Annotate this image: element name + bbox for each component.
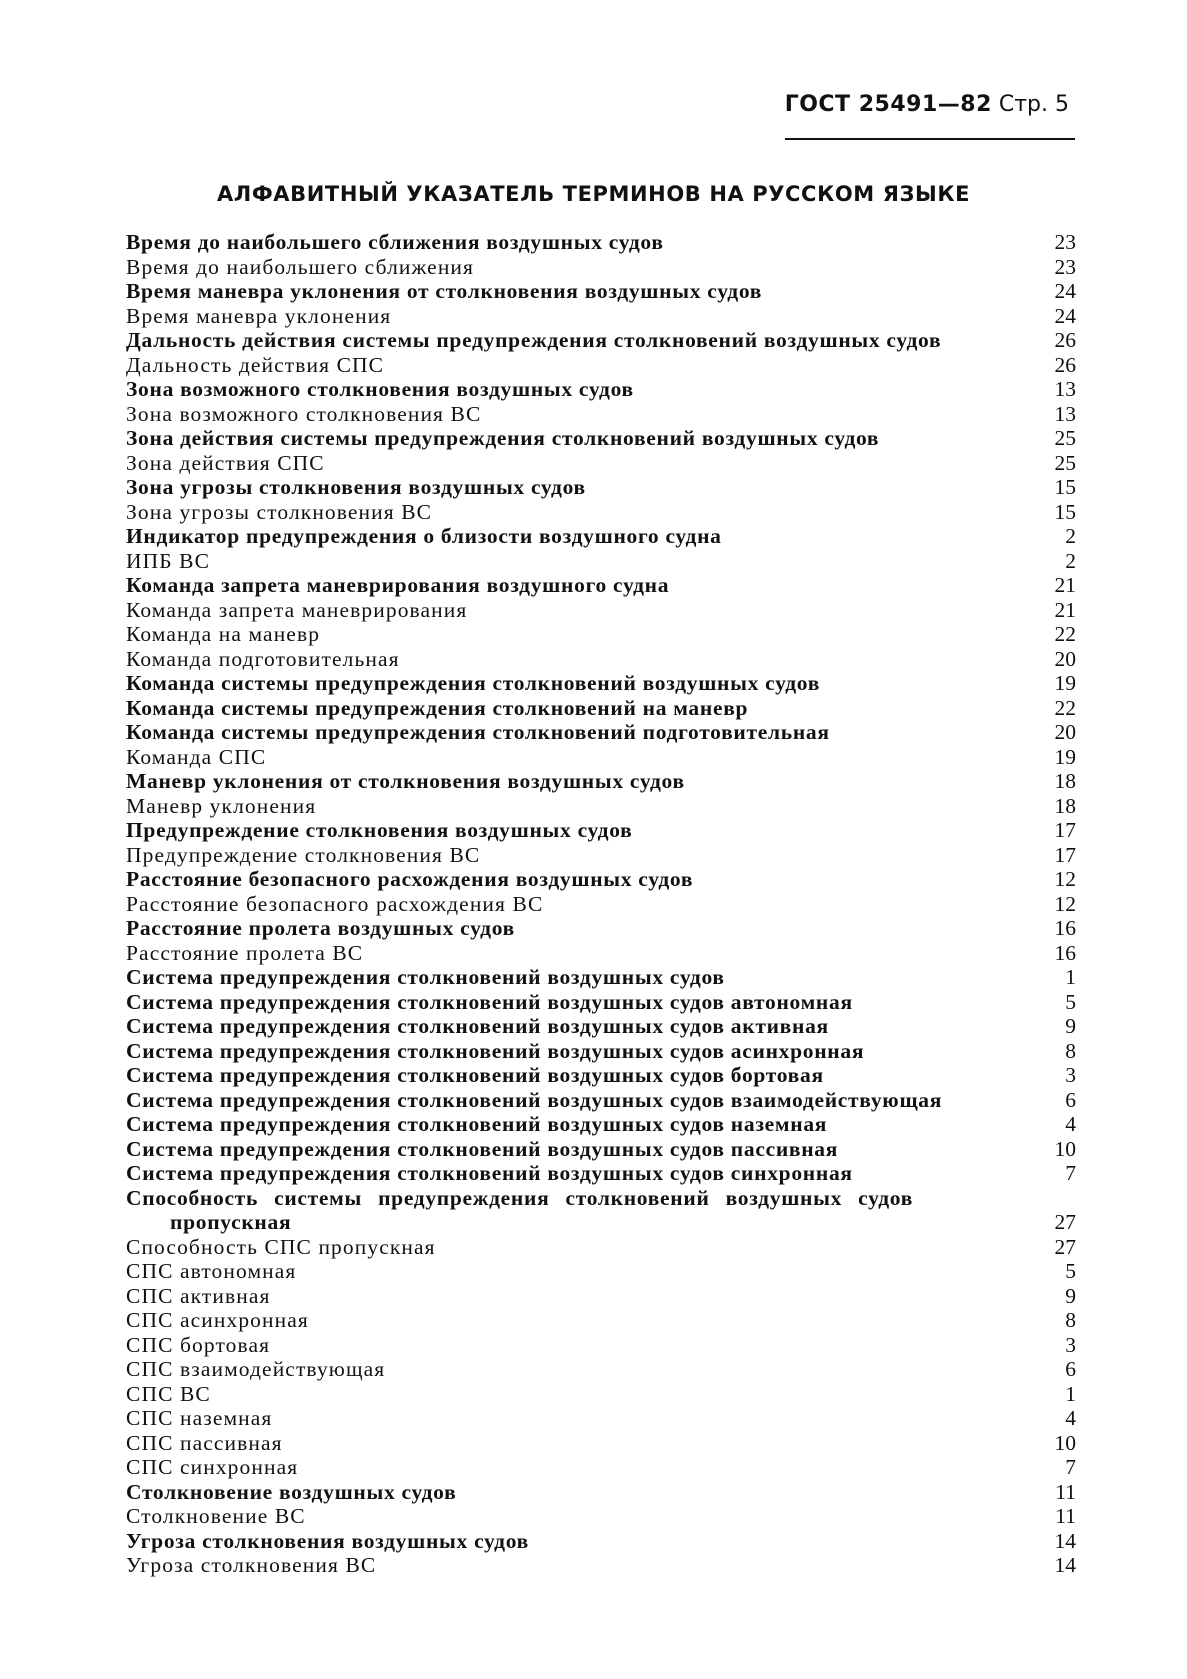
index-entry [126, 647, 1076, 672]
index-entry [126, 1382, 1076, 1407]
entry-term: Команда на маневр [126, 622, 321, 646]
entry-ref: 9 [1065, 1014, 1076, 1038]
entry-ref: 15 [1054, 475, 1076, 499]
entry-term: СПС взаимодействующая [126, 1357, 386, 1381]
index-entry [126, 1357, 1076, 1382]
entry-ref: 4 [1065, 1112, 1076, 1136]
index-entry [126, 230, 1076, 255]
entry-ref: 3 [1065, 1332, 1076, 1357]
index-entry [126, 818, 1076, 843]
index-entry [126, 1014, 1076, 1039]
index-entry [126, 549, 1076, 574]
entry-term: Время маневра уклонения от столкновения воздушных судов [126, 279, 763, 303]
entry-ref: 10 [1054, 1430, 1076, 1455]
entry-ref: 1 [1065, 965, 1076, 989]
index-entry-multiline [126, 1186, 1076, 1235]
entry-term: Система предупреждения столкновений воздушных судов активная [126, 1014, 829, 1038]
entry-ref: 8 [1065, 1308, 1076, 1332]
entry-term: Система предупреждения столкновений воздушных судов наземная [126, 1112, 828, 1136]
entry-ref: 13 [1054, 377, 1076, 401]
entry-ref: 18 [1054, 769, 1076, 793]
entry-term: Время до наибольшего сближения воздушных судов [126, 230, 664, 254]
index-title: АЛФАВИТНЫЙ УКАЗАТЕЛЬ ТЕРМИНОВ НА РУССКОМ ЯЗЫКЕ [216, 182, 971, 206]
index-entry [126, 328, 1076, 353]
entry-term: ИПБ ВС [126, 548, 211, 573]
index-entry [126, 1406, 1076, 1431]
entry-ref: 2 [1065, 524, 1076, 548]
entry-ref: 1 [1065, 1381, 1076, 1406]
entry-term: Маневр уклонения от столкновения воздушных судов [126, 769, 685, 793]
entry-term: Расстояние пролета воздушных судов [126, 916, 515, 940]
entry-ref: 11 [1055, 1479, 1076, 1504]
index-entry [126, 745, 1076, 770]
entry-term: Команда системы предупреждения столкновений воздушных судов [126, 671, 821, 695]
entry-ref: 20 [1054, 646, 1076, 671]
entry-term: Команда запрета маневрирования [126, 597, 468, 622]
entry-term: Предупреждение столкновения воздушных судов [126, 818, 633, 842]
index-entry [126, 769, 1076, 794]
entry-ref: 23 [1054, 230, 1076, 254]
standard-number: ГОСТ 25491—82 [784, 92, 992, 117]
index-entry [126, 1161, 1076, 1186]
index-entry [126, 1235, 1076, 1260]
entry-term: СПС наземная [126, 1406, 273, 1430]
entry-ref: 22 [1054, 622, 1076, 646]
entry-term: Система предупреждения столкновений воздушных судов пассивная [126, 1136, 839, 1161]
index-entry [126, 622, 1076, 647]
entry-ref: 26 [1054, 328, 1076, 352]
header-rule [785, 138, 1075, 140]
entry-ref: 16 [1054, 940, 1076, 965]
page-header [785, 92, 1069, 117]
index-entry [126, 1112, 1076, 1137]
entry-term: Команда системы предупреждения столкновений подготовительная [126, 720, 830, 744]
entry-term: Система предупреждения столкновений воздушных судов асинхронная [126, 1038, 865, 1063]
entry-term: Зона угрозы столкновения воздушных судов [126, 475, 586, 499]
entry-ref: 9 [1065, 1283, 1076, 1308]
entry-ref: 6 [1065, 1357, 1076, 1381]
entry-term: Расстояние пролета ВС [126, 940, 364, 965]
index-entry [126, 598, 1076, 623]
entry-ref: 19 [1054, 744, 1076, 769]
entry-ref: 7 [1065, 1455, 1076, 1479]
entry-term: Зона возможного столкновения воздушных судов [126, 377, 634, 401]
entry-term: Система предупреждения столкновений воздушных судов бортовая [126, 1063, 824, 1087]
entry-term: Дальность действия СПС [126, 352, 385, 377]
entry-ref: 3 [1065, 1063, 1076, 1087]
entry-term: Команда запрета маневрирования воздушного судна [126, 573, 670, 597]
index-entry [126, 451, 1076, 476]
index-entry [126, 1553, 1076, 1578]
entry-term: Предупреждение столкновения ВС [126, 842, 481, 867]
entry-term: СПС ВС [126, 1381, 211, 1406]
entry-ref: 15 [1054, 499, 1076, 524]
entry-term: Расстояние безопасного расхождения воздушных судов [126, 867, 694, 891]
entry-ref: 5 [1065, 989, 1076, 1014]
index-entry [126, 892, 1076, 917]
entry-term: Время маневра уклонения [126, 303, 392, 328]
entry-term: Способность СПС пропускная [126, 1234, 436, 1259]
index-entry [126, 1063, 1076, 1088]
entry-ref: 23 [1054, 254, 1076, 279]
index-entry [126, 965, 1076, 990]
entry-ref: 10 [1054, 1136, 1076, 1161]
index-entry [126, 696, 1076, 721]
index-entry [126, 279, 1076, 304]
entry-ref: 27 [1054, 1234, 1076, 1259]
entry-ref: 25 [1054, 426, 1076, 450]
index-entry [126, 524, 1076, 549]
index-entry [126, 1504, 1076, 1529]
entry-term: Индикатор предупреждения о близости воздушного судна [126, 524, 722, 548]
entry-ref: 4 [1065, 1406, 1076, 1430]
entry-ref: 14 [1054, 1553, 1076, 1577]
entry-ref: 5 [1065, 1259, 1076, 1283]
entry-term: СПС активная [126, 1283, 271, 1308]
entry-term: Столкновение ВС [126, 1504, 306, 1528]
index-entry [126, 1039, 1076, 1064]
entry-ref: 26 [1054, 352, 1076, 377]
index-entry [126, 916, 1076, 941]
entry-term: Система предупреждения столкновений воздушных судов [126, 965, 725, 989]
entry-ref: 14 [1054, 1528, 1076, 1553]
index-entry [126, 720, 1076, 745]
entry-term: Команда системы предупреждения столкновений на маневр [126, 695, 749, 720]
entry-ref: 7 [1065, 1161, 1076, 1185]
index-entry [126, 475, 1076, 500]
entry-term: Система предупреждения столкновений воздушных судов взаимодействующая [126, 1087, 943, 1112]
entry-term: Расстояние безопасного расхождения ВС [126, 891, 544, 916]
index-entry [126, 843, 1076, 868]
entry-term-line1: Способность системы предупреждения столкновений воздушных судов [126, 1185, 914, 1210]
entry-term: Столкновение воздушных судов [126, 1479, 457, 1504]
entry-term: СПС бортовая [126, 1332, 271, 1357]
page-label: Стр. 5 [998, 92, 1069, 117]
entry-term: Угроза столкновения ВС [126, 1553, 377, 1577]
entry-term: Зона угрозы столкновения ВС [126, 499, 433, 524]
entry-ref: 8 [1065, 1038, 1076, 1063]
term-index [126, 230, 1076, 1578]
entry-term: СПС синхронная [126, 1455, 299, 1479]
entry-ref: 24 [1054, 279, 1076, 303]
entry-ref: 12 [1054, 891, 1076, 916]
entry-ref: 2 [1065, 548, 1076, 573]
entry-term: Время до наибольшего сближения [126, 254, 475, 279]
entry-term: Система предупреждения столкновений воздушных судов автономная [126, 989, 853, 1014]
entry-term: Маневр уклонения [126, 793, 317, 818]
entry-ref: 17 [1054, 818, 1076, 842]
entry-ref: 6 [1065, 1087, 1076, 1112]
entry-ref: 21 [1054, 573, 1076, 597]
entry-term: Зона действия СПС [126, 450, 325, 475]
index-entry [126, 500, 1076, 525]
index-entry [126, 402, 1076, 427]
entry-term: Команда СПС [126, 744, 267, 769]
entry-ref: 25 [1054, 450, 1076, 475]
entry-ref: 21 [1054, 597, 1076, 622]
index-entries-bottom [126, 1235, 1076, 1578]
entry-ref: 27 [1054, 1210, 1076, 1234]
entry-ref: 18 [1054, 793, 1076, 818]
index-entry [126, 1088, 1076, 1113]
index-entry [126, 255, 1076, 280]
entry-ref: 24 [1054, 303, 1076, 328]
entry-term: Угроза столкновения воздушных судов [126, 1528, 529, 1553]
index-entries-top [126, 230, 1076, 1186]
entry-ref: 22 [1054, 695, 1076, 720]
entry-term-line2: пропускная [170, 1210, 292, 1234]
index-entry [126, 1308, 1076, 1333]
index-entry [126, 671, 1076, 696]
entry-term: СПС автономная [126, 1259, 297, 1283]
index-entry [126, 377, 1076, 402]
index-entry [126, 1480, 1076, 1505]
index-entry [126, 990, 1076, 1015]
index-entry [126, 1333, 1076, 1358]
entry-ref: 16 [1054, 916, 1076, 940]
index-entry [126, 426, 1076, 451]
entry-term: Система предупреждения столкновений воздушных судов синхронная [126, 1161, 853, 1185]
index-entry [126, 867, 1076, 892]
entry-ref: 17 [1054, 842, 1076, 867]
entry-ref: 13 [1054, 401, 1076, 426]
index-entry [126, 941, 1076, 966]
index-entry [126, 1455, 1076, 1480]
entry-term: Зона действия системы предупреждения столкновений воздушных судов [126, 426, 880, 450]
index-entry [126, 1529, 1076, 1554]
index-entry [126, 1431, 1076, 1456]
index-entry [126, 304, 1076, 329]
index-entry [126, 1137, 1076, 1162]
index-entry [126, 794, 1076, 819]
entry-ref: 12 [1054, 867, 1076, 891]
entry-term: СПС асинхронная [126, 1308, 309, 1332]
entry-ref: 19 [1054, 671, 1076, 695]
entry-term: Зона возможного столкновения ВС [126, 401, 482, 426]
entry-ref: 20 [1054, 720, 1076, 744]
index-entry [126, 353, 1076, 378]
entry-term: СПС пассивная [126, 1430, 283, 1455]
entry-term: Дальность действия системы предупреждения столкновений воздушных судов [126, 328, 942, 352]
entry-ref: 11 [1055, 1504, 1076, 1528]
index-entry [126, 573, 1076, 598]
entry-term: Команда подготовительная [126, 646, 400, 671]
index-entry [126, 1284, 1076, 1309]
index-entry [126, 1259, 1076, 1284]
